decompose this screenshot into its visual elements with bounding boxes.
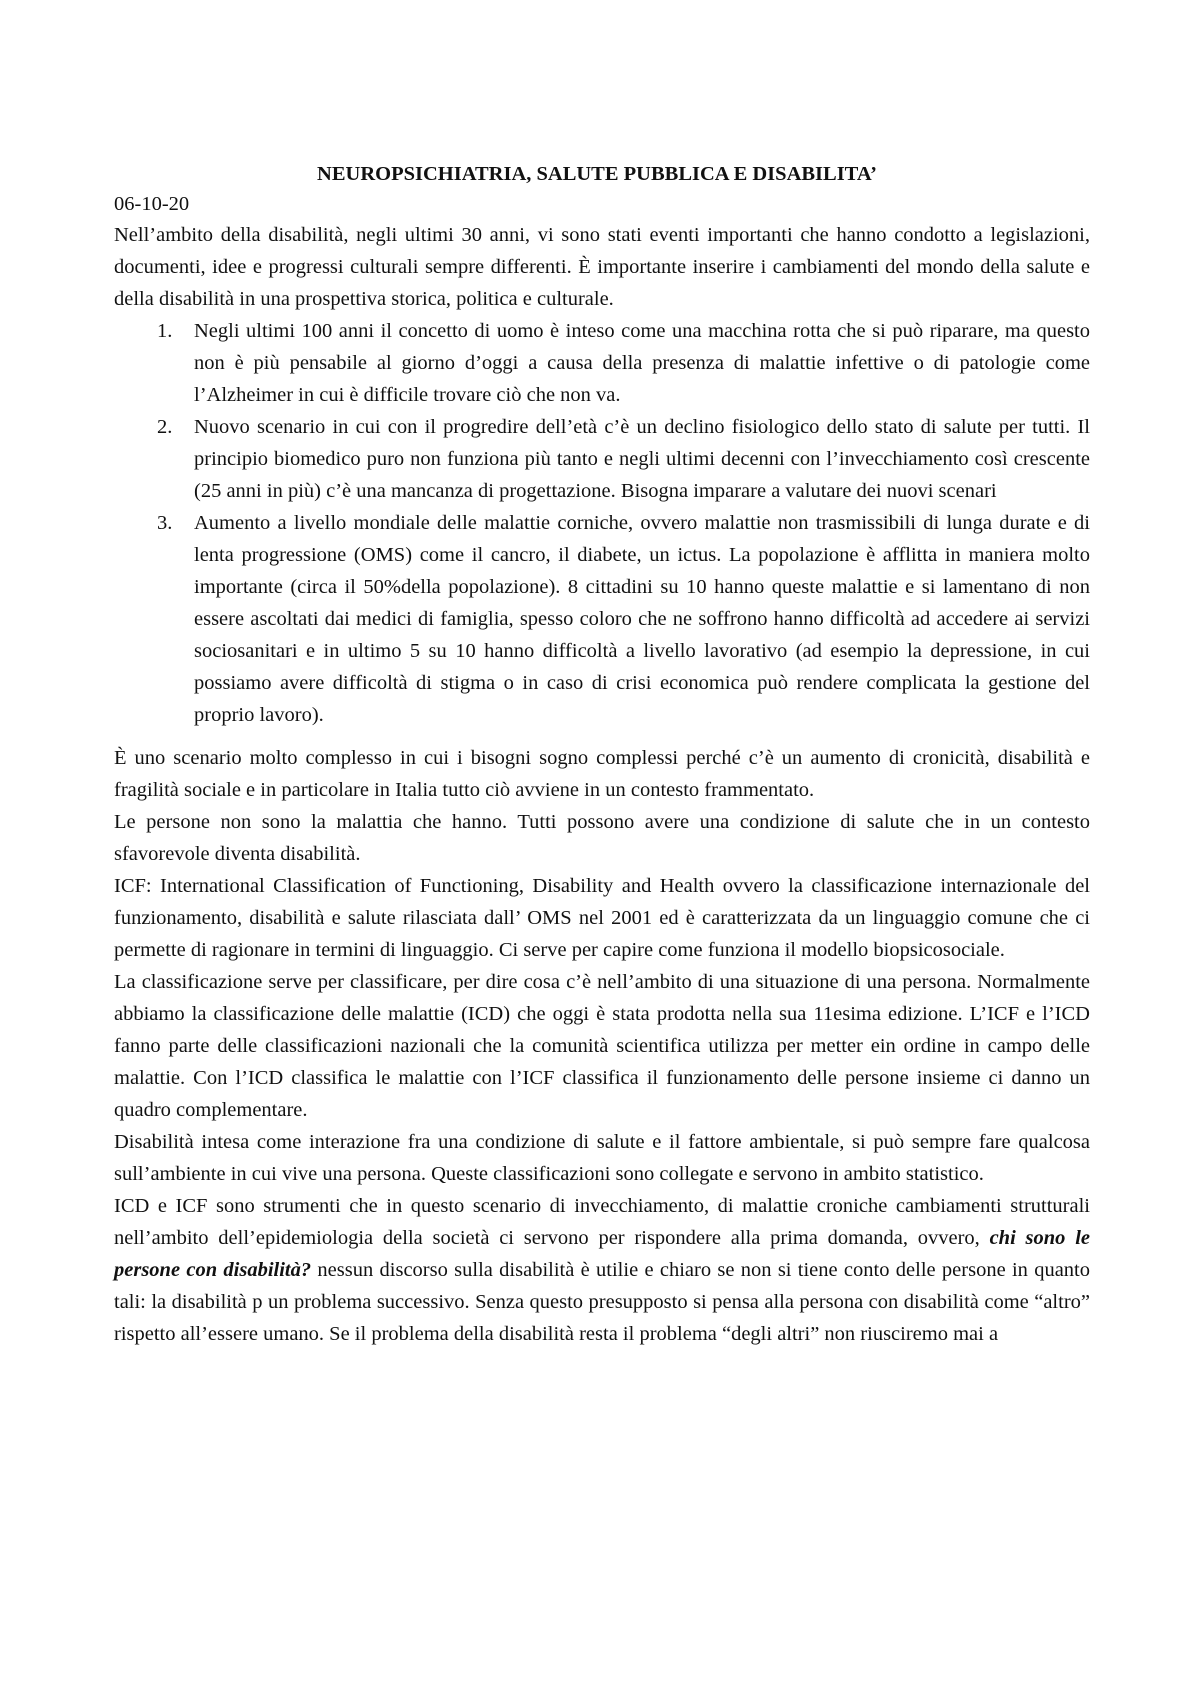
body-paragraph: Le persone non sono la malattia che hanno. Tutti possono avere una condizione di salute che in un contesto sfavorevole diventa disabilità. [114, 811, 1090, 865]
body-paragraph: ICF: International Classification of Functioning, Disability and Health ovvero la classificazione internazionale del funzionamento, disabilità e salute rilasciata dall’ OMS nel 2001 ed è caratterizzata da un linguaggio comune che ci permette di ragionare in termini di linguaggio. Ci serve per capire come funziona il modello biopsicosociale. [114, 875, 1090, 961]
list-item [114, 411, 1090, 507]
document-body [114, 219, 1090, 1350]
section-spacer [114, 731, 1090, 742]
final-paragraph-lead: ICD e ICF sono strumenti che in questo scenario di invecchiamento, di malattie croniche cambiamenti strutturali nell’ambito dell’epidemiologia della società ci servono per rispondere alla prima domanda, ovvero, [114, 1195, 1090, 1249]
final-paragraph-rest: nessun discorso sulla disabilità è utilie e chiaro se non si tiene conto delle persone in quanto tali: la disabilità p un problema successivo. Senza questo presupposto si pensa alla persona con disabilità come “altro” rispetto all’essere umano. Se il problema della disabilità resta il problema “degli altri” non riusciremo mai a [114, 1259, 1091, 1345]
list-item-number: 3. [157, 512, 173, 534]
final-paragraph [114, 1190, 1090, 1350]
list-item [114, 507, 1090, 731]
body-paragraph: È uno scenario molto complesso in cui i bisogni sogno complessi perché c’è un aumento di cronicità, disabilità e fragilità sociale e in particolare in Italia tutto ciò avviene in un contesto frammentato. [114, 747, 1090, 801]
list-item [114, 315, 1090, 411]
list-item-text: Nuovo scenario in cui con il progredire dell’età c’è un declino fisiologico dello stato di salute per tutti. Il principio biomedico puro non funziona più tanto e negli ultimi decenni con l’invecchiamento così crescente (25 anni in più) c’è una mancanza di progettazione. Bisogna imparare a valutare dei nuovi scenari [194, 416, 1090, 502]
body-paragraph: Disabilità intesa come interazione fra una condizione di salute e il fattore ambientale, si può sempre fare qualcosa sull’ambiente in cui vive una persona. Queste classificazioni sono collegate e servono in ambito statistico. [114, 1131, 1090, 1185]
intro-paragraph: Nell’ambito della disabilità, negli ultimi 30 anni, vi sono stati eventi importanti che hanno condotto a legislazioni, documenti, idee e progressi culturali sempre differenti. È importante inserire i cambiamenti del mondo della salute e della disabilità in una prospettiva storica, politica e culturale. [114, 224, 1090, 310]
list-item-text: Aumento a livello mondiale delle malattie corniche, ovvero malattie non trasmissibili di lunga durate e di lenta progressione (OMS) come il cancro, il diabete, un ictus. La popolazione è afflitta in maniera molto importante (circa il 50%della popolazione). 8 cittadini su 10 hanno queste malattie e si lamentano di non essere ascoltati dai medici di famiglia, spesso coloro che ne soffrono hanno difficoltà ad accedere ai servizi sociosanitari e in ultimo 5 su 10 hanno difficoltà a livello lavorativo (ad esempio la depressione, in cui possiamo avere difficoltà di stigma o in caso di crisi economica può rendere complicata la gestione del proprio lavoro). [194, 512, 1090, 726]
list-item-number: 2. [157, 416, 173, 438]
list-item-number: 1. [157, 320, 173, 342]
numbered-list [114, 315, 1090, 731]
document-date: 06-10-20 [114, 193, 190, 215]
emphasized-question: chi sono le persone con disabilità? [114, 1227, 1090, 1281]
list-item-text: Negli ultimi 100 anni il concetto di uomo è inteso come una macchina rotta che si può riparare, ma questo non è più pensabile al giorno d’oggi a causa della presenza di malattie infettive o di patologie come l’Alzheimer in cui è difficile trovare ciò che non va. [194, 320, 1090, 406]
document-title: NEUROPSICHIATRIA, SALUTE PUBBLICA E DISABILITA’ [317, 163, 877, 185]
body-paragraph: La classificazione serve per classificare, per dire cosa c’è nell’ambito di una situazione di una persona. Normalmente abbiamo la classificazione delle malattie (ICD) che oggi è stata prodotta nella sua 11esima edizione. L’ICF e l’ICD fanno parte delle classificazioni nazionali che la comunità scientifica utilizza per metter ein ordine in campo delle malattie. Con l’ICD classifica le malattie con l’ICF classifica il funzionamento delle persone insieme ci danno un quadro complementare. [114, 971, 1090, 1121]
